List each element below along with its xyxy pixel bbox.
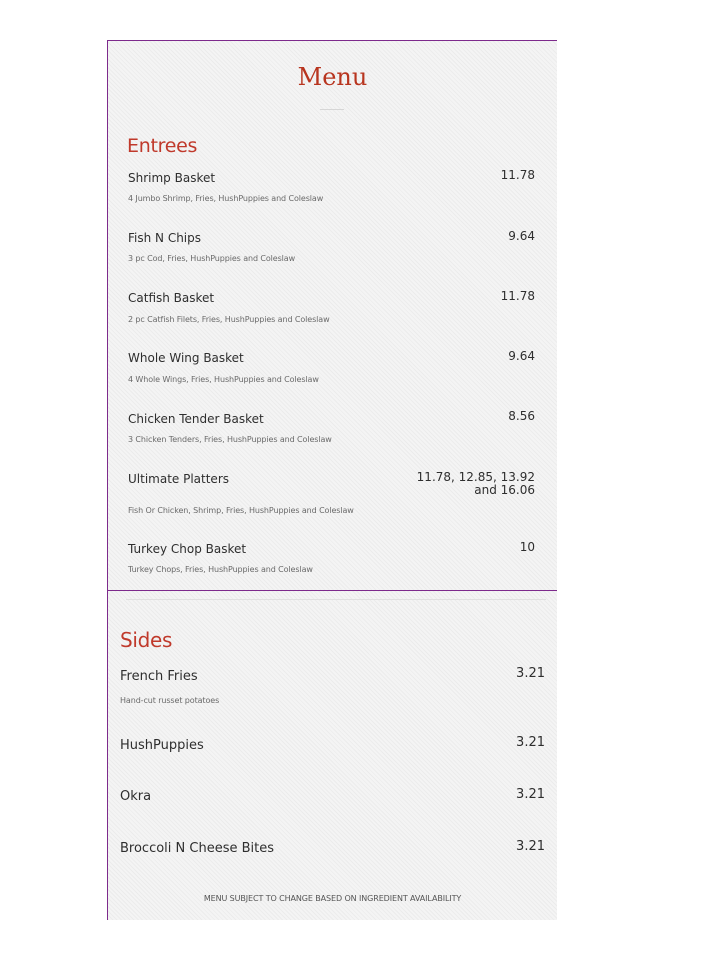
menu-title: Menu: [297, 63, 368, 91]
item-description: 3 Chicken Tenders, Fries, HushPuppies and Coleslaw: [128, 435, 332, 444]
item-name: Catfish Basket: [128, 291, 215, 305]
item-description: 4 Jumbo Shrimp, Fries, HushPuppies and Coleslaw: [128, 194, 324, 203]
item-description: 4 Whole Wings, Fries, HushPuppies and Coleslaw: [128, 375, 319, 384]
title-divider: [320, 109, 344, 110]
section-divider: [126, 599, 546, 600]
item-price-line: 11.78, 12.85, 13.92: [416, 470, 535, 484]
item-price: 9.64: [508, 229, 535, 243]
item-price: 3.21: [516, 735, 545, 750]
item-name: Chicken Tender Basket: [128, 412, 264, 426]
item-name: Okra: [120, 789, 152, 804]
item-description: 2 pc Catfish Filets, Fries, HushPuppies and Coleslaw: [128, 315, 330, 324]
item-price: 3.21: [516, 839, 545, 854]
item-price: 8.56: [508, 409, 535, 423]
item-name: Shrimp Basket: [128, 171, 216, 185]
item-name: Ultimate Platters: [128, 472, 230, 486]
item-name: Turkey Chop Basket: [128, 542, 247, 556]
availability-note: MENU SUBJECT TO CHANGE BASED ON INGREDIENT AVAILABILITY: [203, 894, 462, 903]
sides-heading: Sides: [120, 628, 173, 652]
item-price: [417, 471, 535, 497]
item-name: Whole Wing Basket: [128, 351, 244, 365]
item-price: 11.78: [500, 289, 535, 303]
item-description: Hand-cut russet potatoes: [120, 696, 220, 705]
item-price: 10: [519, 540, 535, 554]
menu-sides-panel: [107, 591, 557, 920]
item-name: Broccoli N Cheese Bites: [120, 841, 275, 856]
item-name: Fish N Chips: [128, 231, 202, 245]
menu-entrees-panel: [107, 40, 557, 591]
item-description: 3 pc Cod, Fries, HushPuppies and Coleslaw: [128, 254, 296, 263]
item-description: Turkey Chops, Fries, HushPuppies and Coleslaw: [128, 565, 313, 574]
item-price: 9.64: [508, 349, 535, 363]
item-name: HushPuppies: [120, 738, 204, 753]
item-price-line: and 16.06: [474, 483, 535, 497]
item-name: French Fries: [120, 669, 198, 684]
item-description: Fish Or Chicken, Shrimp, Fries, HushPuppies and Coleslaw: [128, 506, 354, 515]
item-price: 11.78: [500, 168, 535, 182]
item-price: 3.21: [516, 666, 545, 681]
entrees-heading: Entrees: [127, 135, 198, 157]
item-price: 3.21: [516, 787, 545, 802]
